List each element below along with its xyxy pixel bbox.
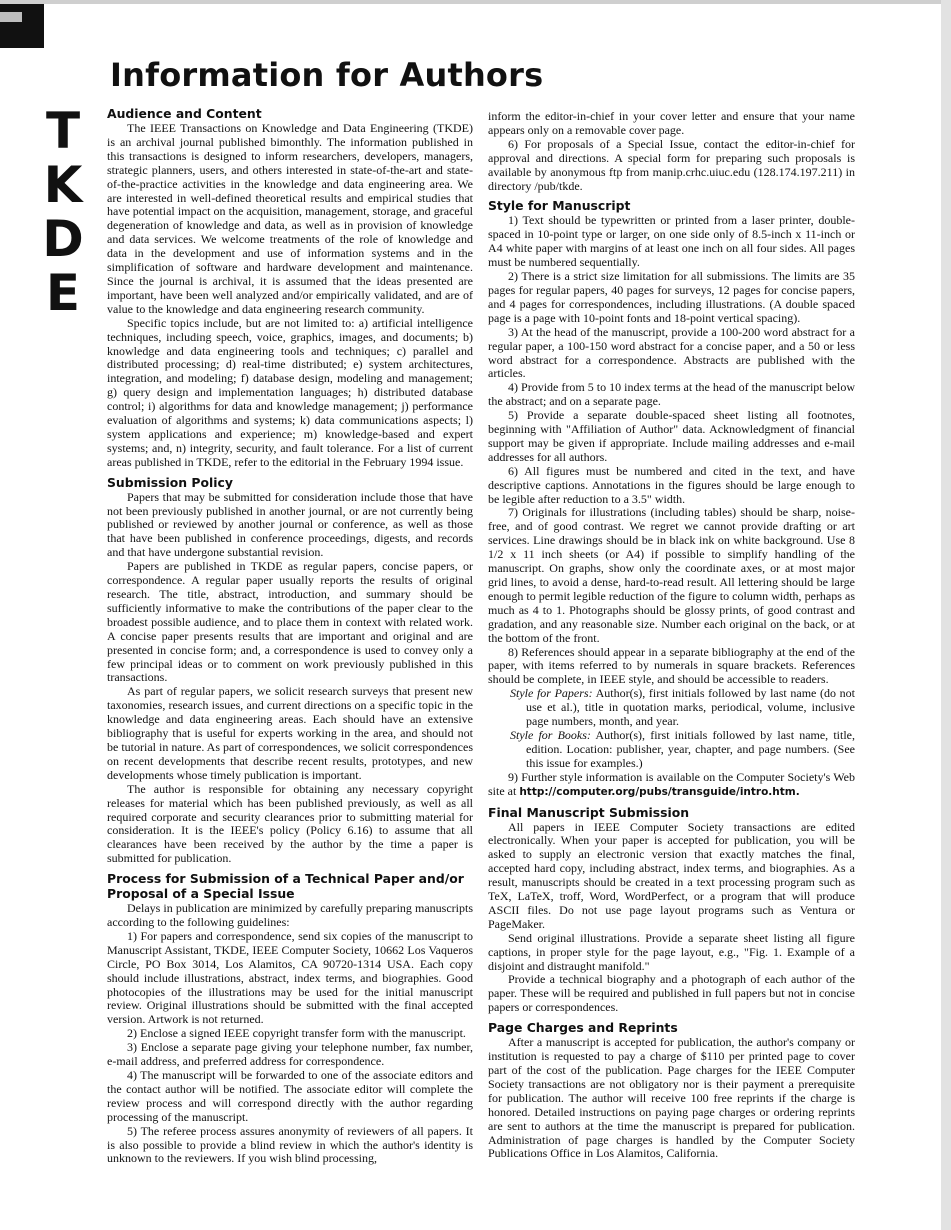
paragraph: inform the editor-in-chief in your cover letter and ensure that your name appears only on a removable cover page. bbox=[488, 109, 855, 137]
heading-page-charges: Page Charges and Reprints bbox=[488, 1020, 678, 1036]
paragraph: 5) The referee process assures anonymity of reviewers of all papers. It is also possible to provide a blind review in which the author's identity is unknown to the reviewers. If you wish blind processing, bbox=[107, 1123, 473, 1166]
scan-corner-mark bbox=[0, 4, 44, 48]
style-label: Style for Books: bbox=[510, 727, 591, 742]
paragraph: After a manuscript is accepted for publication, the author's company or institution is requested to pay a charge of $110 per printed page to cover part of the cost of the publication. Page charges for the IEEE Computer Society transactions are not obligatory nor is their payment a prerequisite for publication. The author will receive 100 free reprints if the charge is honored. Detailed instructions on paying page charges or ordering reprints are sent to authors at the time the manuscript is prepared for publication. Administration of page charges is handled by the Computer Society Publications Office in Los Alamitos, California. bbox=[488, 1035, 855, 1161]
style-text: Author(s), first initials followed by last name, title, edition. Location: publisher, year, chapter, and page numbers. (See this issue for examples.) bbox=[526, 727, 855, 770]
scan-edge-top bbox=[0, 0, 951, 4]
paragraph: 8) References should appear in a separate bibliography at the end of the paper, with items referred to by numerals in square brackets. References should be complete, in IEEE style, and should be accessible to readers. bbox=[488, 644, 855, 687]
paragraph: 4) The manuscript will be forwarded to one of the associate editors and the contact author will be notified. The associate editor will complete the review process and will correspond directly with the author regarding processing of the manuscript. bbox=[107, 1068, 473, 1124]
style-for-books bbox=[488, 729, 855, 771]
heading-audience: Audience and Content bbox=[107, 106, 262, 121]
paragraph: 4) Provide from 5 to 10 index terms at the head of the manuscript below the abstract; and on a separate page. bbox=[488, 380, 855, 409]
paragraph: Specific topics include, but are not limited to: a) artificial intelligence techniques, including speech, voice, graphics, images, and documents; b) knowledge and data engineering tools and techniques; c) parallel and distributed processing; d) real-time distributed; e) system architectures, integration, and modeling; f) database design, modeling and management; g) query design and implementation languages; h) distributed database control; i) algorithms for data and knowledge management; j) performance evaluation of algorithms and systems; k) data communications aspects; l) system applications and experience; m) knowledge-based and expert systems; and, n) integrity, security, and fault tolerance. For a list of current areas published in TKDE, refer to the editorial in the February 1994 issue. bbox=[107, 315, 473, 469]
paragraph: 3) Enclose a separate page giving your telephone number, fax number, e-mail address, and preferred address for correspondence. bbox=[107, 1040, 473, 1069]
heading-final-submission: Final Manuscript Submission bbox=[488, 804, 690, 820]
paragraph: 3) At the head of the manuscript, provide a 100-200 word abstract for a regular paper, a 100-150 word abstract for a concise paper, and a 50 or less word abstract for a correspondence. Abstracts are published with the articles. bbox=[488, 324, 855, 381]
paragraph: 2) Enclose a signed IEEE copyright transfer form with the manuscript. bbox=[127, 1026, 466, 1041]
heading-submission-policy: Submission Policy bbox=[107, 474, 233, 490]
paragraph: 2) There is a strict size limitation for all submissions. The limits are 35 pages for regular papers, 40 pages for surveys, 12 pages for concise papers, and 4 pages for correspondences, including illustrations. (A double spaced page is a page with 10-point fonts and 18-point vertical spacing). bbox=[488, 269, 855, 325]
paragraph: The author is responsible for obtaining any necessary copyright releases for material which has been published previously, as well as all required corporate and security clearances prior to submitting material for consideration. It is the IEEE's policy (Policy 6.16) to assume that all clearances have been received by the author by the time a paper is submitted for publication. bbox=[107, 781, 473, 866]
paragraph: Papers are published in TKDE as regular papers, concise papers, or correspondence. A regular paper usually reports the results of original research. The title, abstract, introduction, and summary should be sufficiently informative to make the contributions of the paper clear to the broadest possible audience, and to place them in context with related work. A concise paper presents results that are important and original and are presented in concise form; and, a correspondence is used to convey only a few principal ideas or to comment on work previously published in this transactions. bbox=[107, 559, 473, 685]
page-title: Information for Authors bbox=[110, 56, 544, 94]
heading-process: Process for Submission of a Technical Paper and/or Proposal of a Special Issue bbox=[107, 871, 464, 902]
paragraph: Delays in publication are minimized by carefully preparing manuscripts according to the following guidelines: bbox=[107, 901, 473, 930]
paragraph: 1) Text should be typewritten or printed from a laser printer, double-spaced in 10-point type or larger, on one side only of 8.5-inch x 11-inch or A4 white paper with margins of at least one inch on all four sides. All pages must be numbered sequentially. bbox=[488, 213, 855, 270]
style-info-text: 9) Further style information is available on the Computer Society's Web site at bbox=[488, 769, 855, 798]
paragraph: As part of regular papers, we solicit research surveys that present new taxonomies, research issues, and current directions on a specific topic in the knowledge and data engineering areas. Each should have an extensive bibliography that is useful for experts working in the area, and should not be tutorial in nature. As part of correspondences, we solicit correspondences on recent developments that describe recent results, prototypes, and new developments whose timely publication is important. bbox=[107, 684, 473, 782]
paragraph bbox=[488, 771, 855, 800]
paragraph: Provide a technical biography and a photograph of each author of the paper. These will be required and published in full papers but not in concise papers or correspondences. bbox=[488, 972, 855, 1015]
style-guide-url[interactable]: http://computer.org/pubs/transguide/intro.htm. bbox=[519, 785, 800, 798]
heading-style: Style for Manuscript bbox=[488, 198, 631, 214]
paragraph: 1) For papers and correspondence, send six copies of the manuscript to Manuscript Assistant, TKDE, IEEE Computer Society, 10662 Los Vaqueros Circle, PO Box 3014, Los Alamitos, CA 90720-1314 USA. Each copy should include illustrations, abstract, index terms, and biographies. Good photocopies of the illustrations may be used for the initial manuscript review. Original illustrations should be submitted with the final accepted version. Artwork is not returned. bbox=[107, 928, 473, 1027]
paragraph: Papers that may be submitted for consideration include those that have not been previously published in another journal, or are not currently being published or reviewed by another journal or conference, as well as those that have been published in conference proceedings, digests, and records and that have undergone substantial revision. bbox=[107, 489, 473, 560]
paragraph: 5) Provide a separate double-spaced sheet listing all footnotes, beginning with "Affiliation of Author" data. Acknowledgment of financial support may be given if appropriate. Include mailing addresses and e-mail addresses for all authors. bbox=[488, 408, 855, 464]
paragraph: 6) All figures must be numbered and cited in the text, and have descriptive captions. Annotations in the figures should be large enough to be legible after reduction to a 3.5" width. bbox=[488, 463, 855, 506]
paragraph: Send original illustrations. Provide a separate sheet listing all figure captions, in proper style for the page layout, e.g., "Fig. 1. Example of a disjoint and distraught manifold." bbox=[488, 930, 855, 973]
side-letter: D bbox=[42, 210, 84, 268]
side-letter: T bbox=[45, 102, 81, 160]
paragraph: The IEEE Transactions on Knowledge and Data Engineering (TKDE) is an archival journal published bimonthly. The information published in this transactions is designed to inform researchers, developers, managers, strategic planners, users, and others interested in state-of-the-art and state-of-the-practice activities in the knowledge and data engineering area. We are interested in well-defined theoretical results and empirical studies that have potential impact on the acquisition, management, storage, and graceful degeneration of knowledge and data, as well as in provision of knowledge and data services. We welcome treatments of the role of knowledge and data in the development and use of information systems and in the simplification of software and hardware development and maintenance. Since the journal is archival, it is assumed that the ideas presented are important, have been well analyzed and/or empirically validated, and are of value to the knowledge and data engineering research community. bbox=[107, 121, 473, 316]
paragraph: 6) For proposals of a Special Issue, contact the editor-in-chief for approval and directions. A special form for preparing such proposals is available by anonymous ftp from manip.crhc.uiuc.edu (128.174.197.211) in directory /pub/tkde. bbox=[488, 136, 855, 193]
tkde-side-label bbox=[40, 104, 86, 320]
side-letter: K bbox=[43, 156, 83, 214]
paragraph: 7) Originals for illustrations (including tables) should be sharp, noise-free, and of good contrast. We regret we cannot provide drafting or art services. Line drawings should be in black ink on white background. Use 8 1/2 x 11 inch sheets (or A4) if possible to simplify handling of the manuscript. On graphs, show only the coordinate axes, or at most major grid lines, to avoid a dense, hard-to-read result. All lettering should be large enough to permit legible reduction of the figure to column width, perhaps as much as 4 to 1. Photographs should be glossy prints, of good contrast and gradation, and any reasonable size. Number each original on the back, or at the bottom of the front. bbox=[488, 505, 855, 645]
side-letter: E bbox=[45, 264, 81, 322]
scan-edge-right bbox=[941, 0, 951, 1230]
style-label: Style for Papers: bbox=[510, 686, 593, 701]
style-text: Author(s), first initials followed by last name (do not use et al.), title in quotation marks, periodical, volume, inclusive page numbers, month, and year. bbox=[526, 686, 855, 729]
left-column bbox=[107, 106, 473, 1166]
style-for-papers bbox=[488, 687, 855, 729]
paragraph: All papers in IEEE Computer Society transactions are edited electronically. When your paper is accepted for publication, you will be asked to supply an electronic version that exactly matches the final, accepted hard copy, including abstract, index terms, and biographies. As a result, manuscripts should be created in a text processing program such as TeX, LaTeX, troff, Word, WordPerfect, or a program that will produce ASCII files. Do not use page layout programs such as Ventura or PageMaker. bbox=[488, 819, 855, 931]
right-column bbox=[488, 110, 855, 1161]
